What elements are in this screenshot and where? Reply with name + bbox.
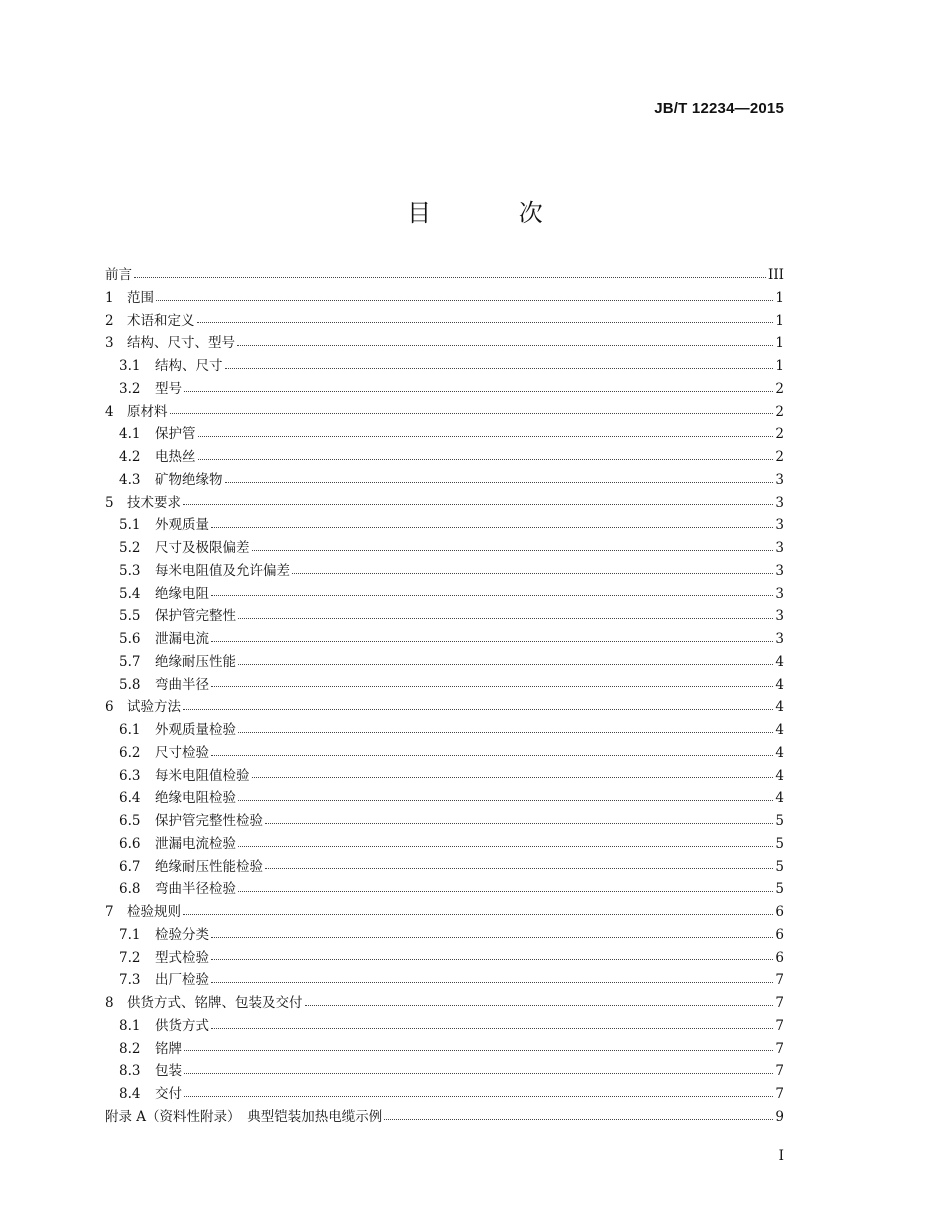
toc-leader-dots xyxy=(198,436,774,437)
toc-entry-number: 5.1 xyxy=(119,517,141,534)
toc-entry-number: 6.5 xyxy=(119,813,141,829)
toc-entry-page: 3 xyxy=(775,494,784,511)
toc-entry-label: 范围 xyxy=(127,289,154,306)
toc-entry-label: 附录 A（资料性附录） 典型铠装加热电缆示例 xyxy=(105,1108,383,1125)
toc-leader-dots xyxy=(211,1028,773,1029)
toc-entry-label: 保护管完整性 xyxy=(155,608,236,625)
toc-entry-label: 泄漏电流 xyxy=(155,631,209,647)
toc-entry-label: 绝缘电阻 xyxy=(155,585,209,602)
toc-entry[interactable] xyxy=(105,742,784,765)
toc-entry[interactable] xyxy=(105,765,784,788)
toc-entry-number: 1 xyxy=(105,289,114,306)
toc-leader-dots xyxy=(238,891,773,892)
toc-leader-dots xyxy=(183,504,773,505)
toc-entry[interactable] xyxy=(105,423,784,446)
toc-entry-label: 包装 xyxy=(155,1063,182,1080)
standard-code: JB/T 12234—2015 xyxy=(654,100,784,117)
toc-entry[interactable] xyxy=(105,787,784,810)
toc-entry-label: 保护管完整性检验 xyxy=(155,813,263,829)
toc-entry-number: 6.1 xyxy=(119,722,141,738)
toc-entry-number: 8.1 xyxy=(119,1017,141,1034)
page-title: 目 次 xyxy=(407,199,583,227)
toc-leader-dots xyxy=(156,300,773,301)
toc-leader-dots xyxy=(134,277,766,278)
toc-entry[interactable] xyxy=(105,810,784,833)
toc-entry[interactable] xyxy=(105,1015,784,1038)
toc-entry-number: 3.2 xyxy=(119,380,141,397)
toc-entry-label: 结构、尺寸、型号 xyxy=(127,335,235,352)
toc-entry-page: III xyxy=(768,267,784,283)
toc-leader-dots xyxy=(292,573,773,574)
toc-leader-dots xyxy=(198,459,774,460)
toc-entry-number: 8.2 xyxy=(119,1040,141,1057)
toc-entry-page: 7 xyxy=(775,1040,784,1057)
toc-entry[interactable] xyxy=(105,355,784,378)
toc-entry-label: 弯曲半径 xyxy=(155,676,209,693)
toc-entry-label: 术语和定义 xyxy=(127,312,195,329)
toc-entry[interactable] xyxy=(105,469,784,492)
toc-entry-number: 5.3 xyxy=(119,562,141,579)
toc-entry-number: 2 xyxy=(105,312,114,329)
toc-entry-number: 6.8 xyxy=(119,881,141,898)
toc-entry[interactable] xyxy=(105,856,784,879)
toc-entry[interactable] xyxy=(105,924,784,947)
toc-entry-number: 8.3 xyxy=(119,1063,141,1080)
toc-entry-page: 5 xyxy=(775,881,784,898)
toc-entry-number: 8 xyxy=(105,995,114,1011)
toc-leader-dots xyxy=(211,937,773,938)
toc-entry-label: 绝缘电阻检验 xyxy=(155,790,236,807)
toc-leader-dots xyxy=(238,732,773,733)
toc-entry-number: 6.7 xyxy=(119,858,141,875)
toc-leader-dots xyxy=(211,641,773,642)
toc-entry-label: 绝缘耐压性能 xyxy=(155,653,236,670)
toc-entry-number: 5.4 xyxy=(119,585,141,602)
toc-entry[interactable] xyxy=(105,674,784,697)
toc-entry[interactable] xyxy=(105,583,784,606)
toc-leader-dots xyxy=(211,755,773,756)
toc-leader-dots xyxy=(211,595,773,596)
toc-entry-label: 结构、尺寸 xyxy=(155,358,223,374)
toc-entry-label: 外观质量 xyxy=(155,517,209,534)
toc-entry-label: 检验分类 xyxy=(155,926,209,943)
toc-entry-page: 3 xyxy=(775,631,784,647)
toc-entry[interactable] xyxy=(105,332,784,355)
toc-entry-page: 2 xyxy=(775,449,784,465)
toc-entry-page: 3 xyxy=(775,608,784,625)
toc-entry-page: 2 xyxy=(775,403,784,420)
toc-entry-page: 6 xyxy=(775,926,784,943)
toc-entry[interactable] xyxy=(105,1038,784,1061)
toc-entry-number: 3.1 xyxy=(119,358,141,374)
toc-entry[interactable] xyxy=(105,537,784,560)
toc-entry-label: 每米电阻值及允许偏差 xyxy=(155,562,290,579)
toc-entry-label: 交付 xyxy=(155,1086,182,1102)
toc-entry-label: 型号 xyxy=(155,380,182,397)
toc-entry-label: 弯曲半径检验 xyxy=(155,881,236,898)
toc-leader-dots xyxy=(211,982,773,983)
toc-entry[interactable] xyxy=(105,833,784,856)
toc-entry-page: 3 xyxy=(775,471,784,488)
toc-entry[interactable] xyxy=(105,446,784,469)
toc-entry[interactable] xyxy=(105,287,784,310)
toc-entry-page: 1 xyxy=(775,289,784,306)
toc-entry[interactable] xyxy=(105,628,784,651)
toc-entry-label: 型式检验 xyxy=(155,949,209,966)
toc-entry-label: 每米电阻值检验 xyxy=(155,767,250,784)
toc-entry-number: 6.6 xyxy=(119,835,141,852)
toc-entry-page: 3 xyxy=(775,585,784,602)
toc-entry[interactable] xyxy=(105,1083,784,1106)
toc-entry-page: 5 xyxy=(775,813,784,829)
toc-leader-dots xyxy=(183,914,773,915)
toc-leader-dots xyxy=(211,686,773,687)
toc-entry-number: 4.1 xyxy=(119,426,141,443)
toc-entry-page: 1 xyxy=(775,358,784,374)
toc-entry-label: 出厂检验 xyxy=(155,972,209,989)
toc-entry-page: 4 xyxy=(775,699,784,716)
toc-entry-number: 5 xyxy=(105,494,114,511)
toc-entry-page: 4 xyxy=(775,653,784,670)
toc-entry-label: 外观质量检验 xyxy=(155,722,236,738)
toc-entry-number: 4 xyxy=(105,403,114,420)
toc-entry-label: 尺寸检验 xyxy=(155,744,209,761)
toc-entry-number: 7.1 xyxy=(119,926,141,943)
toc-leader-dots xyxy=(252,550,774,551)
toc-entry-label: 尺寸及极限偏差 xyxy=(155,540,250,556)
toc-entry-label: 技术要求 xyxy=(127,494,181,511)
toc-entry[interactable] xyxy=(105,401,784,424)
toc-entry-page: 7 xyxy=(775,1017,784,1034)
toc-entry-page: 2 xyxy=(775,380,784,397)
toc-entry-label: 铭牌 xyxy=(155,1040,182,1057)
toc-entry-label: 前言 xyxy=(105,267,132,283)
toc-entry-label: 矿物绝缘物 xyxy=(155,471,223,488)
toc-entry-number: 7.3 xyxy=(119,972,141,989)
toc-entry-number: 6 xyxy=(105,699,114,716)
toc-entry-label: 保护管 xyxy=(155,426,196,443)
toc-entry-page: 1 xyxy=(775,312,784,329)
toc-entry-page: 3 xyxy=(775,517,784,534)
toc-leader-dots xyxy=(170,413,774,414)
toc-entry[interactable] xyxy=(105,1060,784,1083)
toc-entry-number: 3 xyxy=(105,335,114,352)
toc-entry-label: 绝缘耐压性能检验 xyxy=(155,858,263,875)
toc-entry-number: 5.5 xyxy=(119,608,141,625)
toc-entry-page: 7 xyxy=(775,972,784,989)
toc-entry-label: 泄漏电流检验 xyxy=(155,835,236,852)
toc-entry-page: 3 xyxy=(775,540,784,556)
toc-entry-page: 5 xyxy=(775,858,784,875)
toc-entry-label: 电热丝 xyxy=(155,449,196,465)
toc-entry-number: 7 xyxy=(105,904,114,920)
toc-entry-number: 4.3 xyxy=(119,471,141,488)
toc-entry[interactable] xyxy=(105,947,784,970)
toc-entry-number: 5.7 xyxy=(119,653,141,670)
toc-entry-page: 1 xyxy=(775,335,784,352)
page-number: I xyxy=(778,1148,784,1164)
toc-entry-page: 4 xyxy=(775,767,784,784)
toc-leader-dots xyxy=(238,846,773,847)
toc-leader-dots xyxy=(225,482,774,483)
toc-leader-dots xyxy=(237,345,773,346)
toc-entry-page: 4 xyxy=(775,744,784,761)
toc-entry-label: 检验规则 xyxy=(127,904,181,920)
toc-leader-dots xyxy=(252,777,774,778)
toc-entry-page: 9 xyxy=(775,1108,784,1125)
toc-entry-label: 试验方法 xyxy=(127,699,181,716)
toc-entry[interactable] xyxy=(105,310,784,333)
toc-entry-page: 4 xyxy=(775,676,784,693)
table-of-contents xyxy=(105,264,784,1129)
toc-entry-page: 4 xyxy=(775,790,784,807)
toc-entry-page: 7 xyxy=(775,1086,784,1102)
toc-entry[interactable] xyxy=(105,492,784,515)
toc-entry[interactable] xyxy=(105,1106,784,1129)
toc-entry-number: 6.4 xyxy=(119,790,141,807)
toc-entry-page: 3 xyxy=(775,562,784,579)
toc-leader-dots xyxy=(211,527,773,528)
toc-leader-dots xyxy=(184,1073,773,1074)
toc-leader-dots xyxy=(265,868,773,869)
toc-leader-dots xyxy=(184,1050,773,1051)
toc-leader-dots xyxy=(305,1005,774,1006)
toc-entry[interactable] xyxy=(105,264,784,287)
toc-leader-dots xyxy=(183,709,773,710)
toc-leader-dots xyxy=(197,322,774,323)
toc-entry-label: 原材料 xyxy=(127,403,168,420)
toc-leader-dots xyxy=(238,664,773,665)
toc-entry[interactable] xyxy=(105,378,784,401)
toc-entry-number: 6.2 xyxy=(119,744,141,761)
toc-leader-dots xyxy=(184,1096,773,1097)
toc-entry-page: 7 xyxy=(775,1063,784,1080)
toc-entry[interactable] xyxy=(105,651,784,674)
toc-entry[interactable] xyxy=(105,992,784,1015)
toc-entry[interactable] xyxy=(105,878,784,901)
toc-leader-dots xyxy=(225,368,774,369)
toc-entry-number: 6.3 xyxy=(119,767,141,784)
toc-leader-dots xyxy=(384,1119,773,1120)
toc-entry-number: 7.2 xyxy=(119,949,141,966)
toc-entry-label: 供货方式 xyxy=(155,1017,209,1034)
toc-leader-dots xyxy=(265,823,773,824)
toc-entry-page: 4 xyxy=(775,722,784,738)
toc-entry[interactable] xyxy=(105,605,784,628)
toc-entry[interactable] xyxy=(105,696,784,719)
toc-entry-number: 5.8 xyxy=(119,676,141,693)
toc-leader-dots xyxy=(184,391,773,392)
toc-entry-label: 供货方式、铭牌、包装及交付 xyxy=(127,995,303,1011)
toc-entry[interactable] xyxy=(105,560,784,583)
toc-entry-number: 8.4 xyxy=(119,1086,141,1102)
toc-leader-dots xyxy=(238,618,773,619)
toc-entry-page: 2 xyxy=(775,426,784,443)
toc-entry-page: 6 xyxy=(775,904,784,920)
toc-entry-page: 6 xyxy=(775,949,784,966)
toc-entry-page: 7 xyxy=(775,995,784,1011)
toc-leader-dots xyxy=(211,959,773,960)
toc-entry[interactable] xyxy=(105,969,784,992)
toc-entry-number: 5.2 xyxy=(119,540,141,556)
toc-entry-number: 5.6 xyxy=(119,631,141,647)
toc-entry[interactable] xyxy=(105,901,784,924)
toc-entry[interactable] xyxy=(105,719,784,742)
toc-leader-dots xyxy=(238,800,773,801)
toc-entry-number: 4.2 xyxy=(119,449,141,465)
toc-entry[interactable] xyxy=(105,514,784,537)
toc-entry-page: 5 xyxy=(775,835,784,852)
